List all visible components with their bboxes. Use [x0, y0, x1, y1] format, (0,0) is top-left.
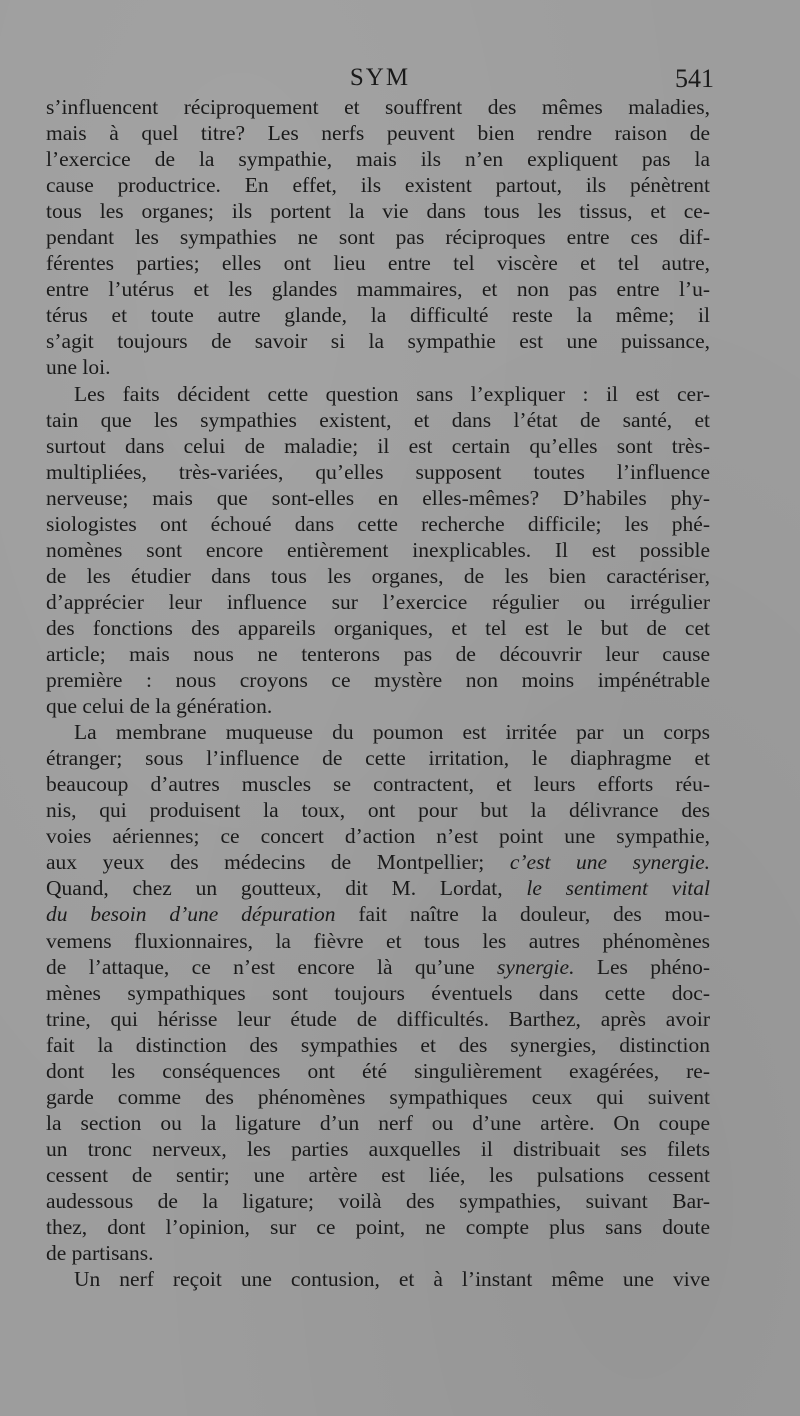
text-line: audessous de la ligature; voilà des sympathies, suivant Bar- — [46, 1188, 710, 1213]
text-line: étranger; sous l’influence de cette irritation, le diaphragme et — [46, 746, 710, 771]
text-line: nerveuse; mais que sont-elles en elles-mêmes? D’habiles phy- — [46, 485, 710, 510]
roman-text: aux yeux des médecins de Montpellier; — [46, 850, 510, 875]
text-line-italic-30 — [46, 875, 710, 901]
paragraph-first-line: Les faits décident cette question sans l’expliquer : il est cer- — [74, 381, 710, 406]
text-line: siologistes ont échoué dans cette recherche difficile; les phé- — [46, 511, 710, 536]
text-line: des fonctions des appareils organiques, et tel est le but de cet — [46, 615, 710, 640]
text-line: thez, dont l’opinion, sur ce point, ne compte plus sans doute — [46, 1215, 710, 1240]
paragraph-first-line: La membrane muqueuse du poumon est irritée par un corps — [74, 720, 710, 745]
text-line: pendant les sympathies ne sont pas réciproques entre ces dif- — [46, 225, 710, 250]
italic-text: synergie. — [497, 954, 575, 979]
roman-text: Les phéno- — [574, 954, 710, 979]
text-line: s’influencent réciproquement et souffrent des mêmes maladies, — [46, 95, 710, 119]
text-line: garde comme des phénomènes sympathiques ceux qui suivent — [46, 1084, 710, 1109]
text-line: dont les conséquences ont été singulièrement exagérées, re- — [46, 1058, 710, 1083]
text-line: vemens fluxionnaires, la fièvre et tous les autres phénomènes — [46, 928, 710, 953]
italic-text: du besoin d’une dépuration — [46, 902, 336, 927]
text-line: férentes parties; elles ont lieu entre tel viscère et tel autre, — [46, 251, 710, 276]
text-line: un tronc nerveux, les parties auxquelles il distribuait ses filets — [46, 1136, 710, 1161]
roman-text: fait naître la douleur, des mou- — [335, 902, 710, 927]
text-line-italic-33 — [46, 954, 710, 980]
text-line: article; mais nous ne tenterons pas de découvrir leur cause — [46, 641, 710, 666]
text-line: tous les organes; ils portent la vie dans tous les tissus, et ce- — [46, 199, 710, 224]
text-line-italic-31 — [46, 901, 710, 927]
text-line: que celui de la génération. — [46, 694, 273, 719]
text-line: nomènes sont encore entièrement inexplicables. Il est possible — [46, 537, 710, 562]
text-line: térus et toute autre glande, la difficulté reste la même; il — [46, 303, 710, 328]
text-line: première : nous croyons ce mystère non moins impénétrable — [46, 668, 710, 693]
running-title: SYM — [349, 64, 411, 91]
italic-text: c’est une synergie. — [509, 850, 710, 875]
text-line: cessent de sentir; une artère est liée, les pulsations cessent — [46, 1162, 710, 1187]
page-number: 541 — [675, 64, 714, 93]
italic-text: le sentiment vital — [526, 876, 710, 901]
text-line: surtout dans celui de maladie; il est certain qu’elles sont très- — [46, 433, 710, 458]
text-line: tain que les sympathies existent, et dans l’état de santé, et — [46, 407, 710, 432]
text-line: trine, qui hérisse leur étude de difficultés. Barthez, après avoir — [46, 1006, 710, 1031]
text-line: voies aériennes; ce concert d’action n’est point une sympathie, — [46, 824, 710, 849]
text-line: entre l’utérus et les glandes mammaires, et non pas entre l’u- — [46, 277, 710, 302]
roman-text: Quand, chez un goutteux, dit M. Lordat, — [46, 876, 527, 901]
roman-text: de l’attaque, ce n’est encore là qu’une — [46, 954, 498, 979]
text-line: nis, qui produisent la toux, ont pour but la délivrance des — [46, 798, 710, 823]
text-line: mais à quel titre? Les nerfs peuvent bien rendre raison de — [46, 121, 710, 146]
text-line: l’exercice de la sympathie, mais ils n’en expliquent pas la — [46, 147, 710, 172]
text-line: cause productrice. En effet, ils existent partout, ils pénètrent — [46, 173, 710, 198]
text-line: de partisans. — [46, 1241, 154, 1266]
paragraph-first-line: Un nerf reçoit une contusion, et à l’instant même une vive — [74, 1267, 710, 1292]
text-line: de les étudier dans tous les organes, de les bien caractériser, — [46, 563, 710, 588]
text-line: la section ou la ligature d’un nerf ou d’une artère. On coupe — [46, 1110, 710, 1135]
text-line: une loi. — [46, 355, 111, 380]
body-text — [46, 94, 710, 1292]
text-line: multipliées, très-variées, qu’elles supposent toutes l’influence — [46, 459, 710, 484]
running-head — [46, 64, 714, 96]
text-line: d’apprécier leur influence sur l’exercice régulier ou irrégulier — [46, 589, 710, 614]
text-line: beaucoup d’autres muscles se contractent, et leurs efforts réu- — [46, 772, 710, 797]
text-line: s’agit toujours de savoir si la sympathie est une puissance, — [46, 329, 710, 354]
text-line-italic-29 — [46, 849, 710, 875]
text-line: mènes sympathiques sont toujours éventuels dans cette doc- — [46, 980, 710, 1005]
text-line: fait la distinction des sympathies et des synergies, distinction — [46, 1032, 710, 1057]
